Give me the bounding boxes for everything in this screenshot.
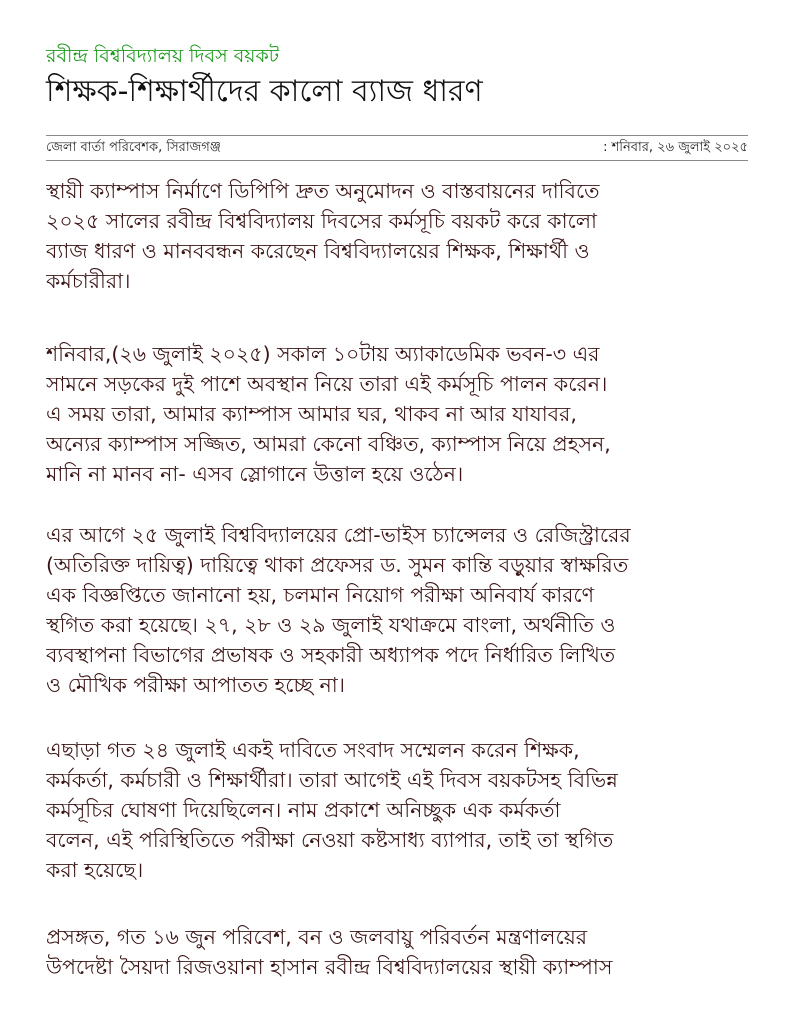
paragraph-line: স্থগিত করা হয়েছে। ২৭, ২৮ ও ২৯ জুলাই যথাক্রমে বাংলা, অর্থনীতি ও	[46, 613, 616, 637]
paragraph-line: এ সময় তারা, আমার ক্যাম্পাস আমার ঘর, থাকব না আর যাযাবর,	[46, 402, 577, 426]
paragraph-line: ২০২৫ সালের রবীন্দ্র বিশ্ববিদ্যালয় দিবসের কর্মসূচি বয়কট করে কালো	[46, 209, 597, 233]
paragraph-line: বলেন, এই পরিস্থিতিতে পরীক্ষা নেওয়া কষ্টসাধ্য ব্যাপার, তাই তা স্থগিত	[46, 828, 614, 852]
paragraph-line: অন্যের ক্যাম্পাস সজ্জিত, আমরা কেনো বঞ্চিত, ক্যাম্পাস নিয়ে প্রহসন,	[46, 432, 611, 456]
paragraph-line: কর্মসূচির ঘোষণা দিয়েছিলেন। নাম প্রকাশে অনিচ্ছুক এক কর্মকর্তা	[46, 798, 561, 822]
paragraph-line: স্থায়ী ক্যাম্পাস নির্মাণে ডিপিপি দ্রুত অনুমোদন ও বাস্তবায়নের দাবিতে	[46, 179, 600, 203]
paragraph-line: কর্মকর্তা, কর্মচারী ও শিক্ষার্থীরা। তারা আগেই এই দিবস বয়কটসহ বিভিন্ন	[46, 768, 618, 792]
paragraph-line: সামনে সড়কের দুই পাশে অবস্থান নিয়ে তারা এই কর্মসূচি পালন করেন।	[46, 372, 608, 396]
bottom-divider	[46, 160, 748, 161]
paragraph-line: প্রসঙ্গত, গত ১৬ জুন পরিবেশ, বন ও জলবায়ু পরিবর্তন মন্ত্রণালয়ের	[46, 925, 588, 949]
paragraph-line: উপদেষ্টা সৈয়দা রিজওয়ানা হাসান রবীন্দ্র বিশ্ববিদ্যালয়ের স্থায়ী ক্যাম্পাস	[46, 955, 613, 979]
article-paragraph-2	[46, 339, 748, 489]
paragraph-line: এক বিজ্ঞপ্তিতে জানানো হয়, চলমান নিয়োগ পরীক্ষা অনিবার্য কারণে	[46, 583, 595, 607]
article-paragraph-4	[46, 735, 748, 885]
paragraph-line: ও মৌখিক পরীক্ষা আপাতত হচ্ছে না।	[46, 673, 345, 697]
article-byline: জেলা বার্তা পরিবেশক, সিরাজগঞ্জ	[46, 140, 221, 155]
article-dateline: : শনিবার, ২৬ জুলাই ২০২৫	[603, 140, 748, 155]
article-paragraph-1	[46, 176, 748, 296]
paragraph-line: ব্যাজ ধারণ ও মানববন্ধন করেছেন বিশ্ববিদ্যালয়ের শিক্ষক, শিক্ষার্থী ও	[46, 239, 590, 263]
paragraph-line: মানি না মানব না- এসব স্লোগানে উত্তাল হয়ে ওঠেন।	[46, 462, 464, 486]
article-paragraph-3	[46, 520, 748, 700]
paragraph-line: ব্যবস্থাপনা বিভাগের প্রভাষক ও সহকারী অধ্যাপক পদে নির্ধারিত লিখিত	[46, 643, 616, 667]
paragraph-line: এর আগে ২৫ জুলাই বিশ্ববিদ্যালয়ের প্রো-ভাইস চ্যান্সেলর ও রেজিস্ট্রারের	[46, 523, 631, 547]
top-divider	[46, 135, 748, 136]
paragraph-line: কর্মচারীরা।	[46, 269, 131, 293]
paragraph-line: (অতিরিক্ত দায়িত্ব) দায়িত্বে থাকা প্রফেসর ড. সুমন কান্তি বড়ুয়ার স্বাক্ষরিত	[46, 553, 629, 577]
paragraph-line: এছাড়া গত ২৪ জুলাই একই দাবিতে সংবাদ সম্মেলন করেন শিক্ষক,	[46, 738, 580, 762]
paragraph-line: করা হয়েছে।	[46, 858, 144, 882]
article-kicker: রবীন্দ্র বিশ্ববিদ্যালয় দিবস বয়কট	[46, 45, 280, 67]
paragraph-line: শনিবার,(২৬ জুলাই ২০২৫) সকাল ১০টায় অ্যাকাডেমিক ভবন-৩ এর	[46, 342, 600, 366]
article-headline: শিক্ষক-শিক্ষার্থীদের কালো ব্যাজ ধারণ	[46, 74, 483, 109]
article-paragraph-5	[46, 922, 748, 982]
